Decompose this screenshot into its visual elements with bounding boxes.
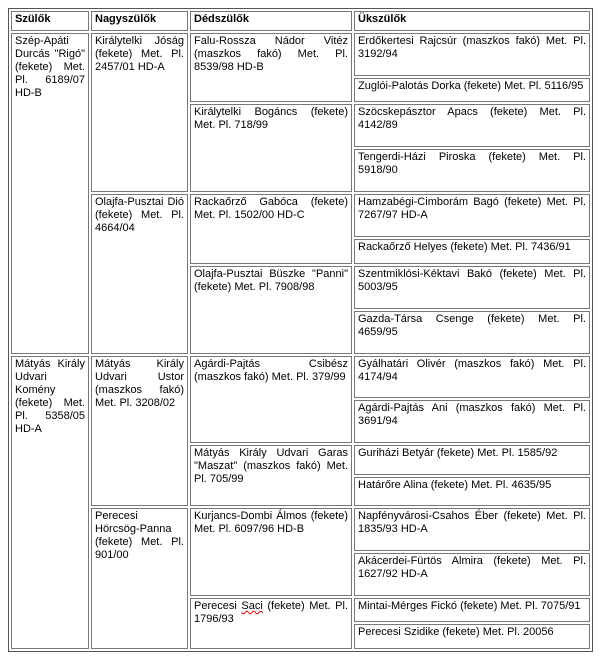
great-grandparent-suffix: (fekete) Met. Pl. 1796/93 (194, 600, 348, 626)
great-grandparent: Rackaőrző Gabóca (fekete) Met. Pl. 1502/00 HD-C (190, 194, 352, 263)
header-great-great-grandparents: Ükszülők (354, 11, 590, 31)
great-great-grandparent: Agárdi-Pajtás Ani (maszkos fakó) Met. Pl. 3691/94 (354, 400, 590, 443)
great-grandparent-prefix: Perecesi (194, 600, 242, 613)
great-great-grandparent: Zuglói-Palotás Dorka (fekete) Met. Pl. 5116/95 (354, 78, 590, 102)
header-parents: Szülők (11, 11, 89, 31)
great-great-grandparent: Gyálhatári Olivér (maszkos fakó) Met. Pl. 4174/94 (354, 356, 590, 399)
great-great-grandparent: Akácerdei-Fürtös Almira (fekete) Met. Pl. 1627/92 HD-A (354, 553, 590, 596)
great-great-grandparent: Hamzabégi-Cimborám Bagó (fekete) Met. Pl. 7267/97 HD-A (354, 194, 590, 237)
great-great-grandparent: Szentmiklósi-Kéktavi Bakó (fekete) Met. Pl. 5003/95 (354, 266, 590, 309)
header-grandparents: Nagyszülők (91, 11, 188, 31)
great-great-grandparent: Tengerdi-Házi Piroska (fekete) Met. Pl. 5918/90 (354, 149, 590, 192)
parent-dam: Mátyás Király Udvari Komény (fekete) Met. Pl. 5358/05 HD-A (11, 356, 89, 650)
parent-sire: Szép-Apáti Durcás "Rigó" (fekete) Met. Pl. 6189/07 HD-B (11, 33, 89, 354)
grandparent: Királytelki Jóság (fekete) Met. Pl. 2457/01 HD-A (91, 33, 188, 192)
misspelled-word: Saci (241, 600, 263, 613)
header-great-grandparents: Dédszülők (190, 11, 352, 31)
great-great-grandparent: Perecesi Szidike (fekete) Met. Pl. 20056 (354, 624, 590, 649)
great-great-grandparent: Gazda-Társa Csenge (fekete) Met. Pl. 4659/95 (354, 311, 590, 354)
great-great-grandparent: Guriházi Betyár (fekete) Met. Pl. 1585/92 (354, 445, 590, 474)
great-great-grandparent: Napfényvárosi-Csahos Éber (fekete) Met. Pl. 1835/93 HD-A (354, 508, 590, 551)
pedigree-row (11, 33, 590, 76)
great-great-grandparent: Mintai-Mérges Fickó (fekete) Met. Pl. 7075/91 (354, 598, 590, 622)
great-great-grandparent: Határőre Alina (fekete) Met. Pl. 4635/95 (354, 477, 590, 506)
great-great-grandparent: Szöcskepásztor Apacs (fekete) Met. Pl. 4142/89 (354, 104, 590, 147)
great-grandparent: Agárdi-Pajtás Csibész (maszkos fakó) Met. Pl. 379/99 (190, 356, 352, 444)
great-great-grandparent: Erdőkertesi Rajcsúr (maszkos fakó) Met. Pl. 3192/94 (354, 33, 590, 76)
great-grandparent: Falu-Rossza Nádor Vitéz (maszkos fakó) Met. Pl. 8539/98 HD-B (190, 33, 352, 102)
great-grandparent: Királytelki Bogáncs (fekete) Met. Pl. 718/99 (190, 104, 352, 192)
great-grandparent: Mátyás Király Udvari Garas "Maszat" (maszkos fakó) Met. Pl. 705/99 (190, 445, 352, 506)
grandparent: Olajfa-Pusztai Dió (fekete) Met. Pl. 4664/04 (91, 194, 188, 353)
pedigree-row (11, 356, 590, 399)
great-great-grandparent: Rackaőrző Helyes (fekete) Met. Pl. 7436/91 (354, 239, 590, 263)
great-grandparent: Olajfa-Pusztai Büszke "Panni" (fekete) Met. Pl. 7908/98 (190, 266, 352, 354)
great-grandparent (190, 598, 352, 649)
pedigree-table (8, 8, 593, 652)
great-grandparent: Kurjancs-Dombi Álmos (fekete) Met. Pl. 6097/96 HD-B (190, 508, 352, 596)
pedigree-row (11, 508, 590, 551)
header-row (11, 11, 590, 31)
pedigree-row (11, 194, 590, 237)
grandparent: Mátyás Király Udvari Ustor (maszkos fakó) Met. Pl. 3208/02 (91, 356, 188, 507)
grandparent: Perecesi Hörcsög-Panna (fekete) Met. Pl. 901/00 (91, 508, 188, 649)
